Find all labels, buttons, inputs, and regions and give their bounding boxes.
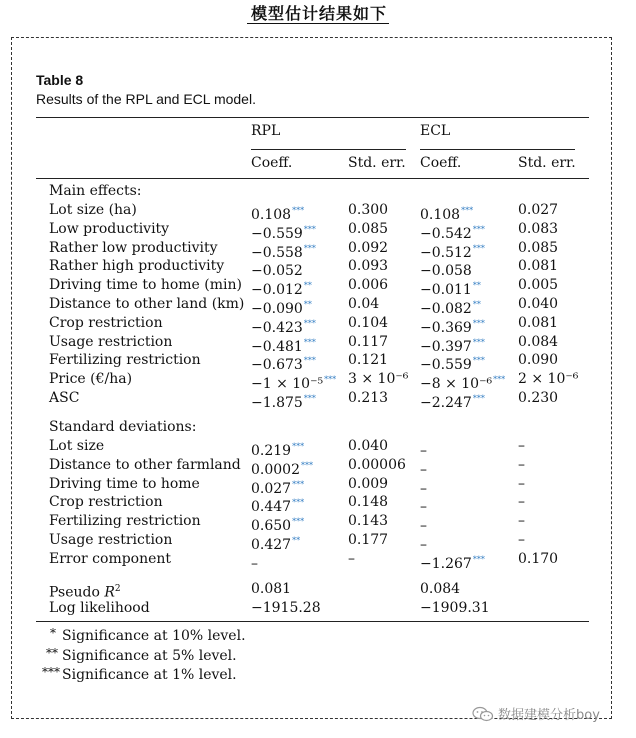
stat-label-pseudo-r2: Pseudo $R^2$	[49, 584, 121, 601]
rpl-stderr	[348, 201, 388, 220]
rpl-stderr-text: 0.04	[348, 296, 380, 312]
rpl-stderr-text: 0.092	[348, 239, 389, 256]
rpl-coef-text: −0.559	[251, 225, 303, 242]
ecl-stderr	[518, 475, 525, 494]
ecl-stderr-text: 0.005	[518, 277, 559, 294]
ecl-coef-text: –	[420, 518, 427, 535]
rpl-coef-text: 0.108	[251, 207, 292, 223]
row-label	[49, 437, 104, 456]
ecl-stderr	[518, 257, 558, 276]
ecl-coef-text: −1.267	[420, 555, 472, 572]
stat-label-log-likelihood: Log likelihood	[49, 600, 150, 616]
significance-stars: ***	[303, 337, 316, 347]
rpl-stderr-text: 0.121	[348, 352, 389, 369]
rpl-stderr	[348, 257, 388, 276]
significance-stars: ***	[292, 479, 305, 489]
ecl-stderr	[518, 333, 558, 352]
ecl-stderr	[518, 351, 558, 370]
row-label	[49, 239, 218, 258]
rpl-stderr-text: 0.040	[348, 438, 389, 454]
ecl-stderr-text: –	[518, 456, 525, 473]
row-label	[49, 531, 172, 550]
significance-stars: **	[472, 281, 481, 291]
rpl-stderr-text: 0.009	[348, 475, 389, 492]
footnote-stars: *	[50, 626, 56, 640]
ecl-coef-text: −0.369	[420, 319, 472, 336]
row-label-text: Usage restriction	[49, 333, 173, 350]
row-label	[49, 493, 163, 512]
rpl-coef-text: −1.875	[251, 395, 303, 411]
row-label	[49, 276, 242, 295]
ecl-stderr	[518, 239, 558, 258]
ecl-coef-text: −0.058	[420, 263, 472, 280]
ecl-stderr-text: –	[518, 513, 525, 530]
row-label	[49, 370, 132, 389]
row-label-text: Distance to other land (km)	[49, 296, 245, 312]
ecl-stderr	[518, 201, 558, 220]
table-caption: Results of the RPL and ECL model.	[36, 91, 256, 107]
ecl-stderr	[518, 550, 558, 569]
row-label	[49, 475, 200, 494]
row-label	[49, 295, 244, 314]
row-label-text: Driving time to home (min)	[49, 277, 242, 294]
row-label-text: Rather low productivity	[49, 239, 218, 256]
watermark	[472, 704, 600, 723]
row-label	[49, 314, 163, 333]
rpl-coef-text: 0.650	[251, 518, 292, 535]
ecl-coef-text: 0.108	[420, 207, 461, 223]
ecl-stderr	[518, 276, 558, 295]
row-label-text: Crop restriction	[49, 494, 163, 511]
ecl-coef-text: −2.247	[420, 395, 472, 411]
significance-stars: ***	[303, 318, 316, 328]
rpl-stderr-text: 0.085	[348, 220, 389, 237]
ecl-coef-text: −0.397	[420, 338, 472, 355]
rpl-stderr-text: 0.300	[348, 202, 389, 218]
rpl-stderr	[348, 531, 388, 550]
row-label	[49, 512, 201, 531]
rpl-coef	[251, 550, 259, 574]
ecl-stderr-text: 0.090	[518, 352, 559, 369]
ecl-stderr-text: 0.040	[518, 296, 559, 312]
significance-stars: **	[303, 281, 312, 291]
model-header-rpl: RPL	[251, 123, 281, 139]
footnote-text: Significance at 5% level.	[62, 648, 237, 664]
rpl-coef-text: –	[251, 555, 258, 572]
rpl-stderr-text: 0.006	[348, 277, 389, 294]
ecl-coef-text: −8 × 10⁻⁶	[420, 376, 493, 393]
significance-stars: ***	[472, 243, 485, 253]
rpl-coef-text: −0.673	[251, 357, 303, 374]
row-label-text: ASC	[49, 390, 80, 406]
ecl-stderr	[518, 295, 558, 314]
rpl-stderr-text: 0.093	[348, 258, 389, 275]
rpl-stderr-text: 0.117	[348, 333, 389, 350]
rpl-stderr	[348, 295, 379, 314]
footnote-stars: ***	[42, 665, 60, 679]
footnote-stars: **	[46, 646, 58, 660]
rpl-group-rule	[251, 149, 406, 150]
row-label-text: Rather high productivity	[49, 258, 225, 275]
wechat-icon	[472, 706, 494, 722]
col-header-rpl-stderr: Std. err.	[348, 155, 406, 171]
rpl-coef-text: −0.012	[251, 282, 303, 299]
significance-stars: ***	[303, 224, 316, 234]
ecl-stderr	[518, 493, 525, 512]
rpl-coef-text: −0.423	[251, 319, 303, 336]
ecl-stderr-text: 0.027	[518, 202, 559, 218]
ecl-stderr-text: 0.084	[518, 333, 559, 350]
ecl-coef	[420, 550, 485, 574]
ecl-stderr	[518, 220, 558, 239]
rpl-stderr	[348, 220, 388, 239]
significance-stars: ***	[292, 442, 305, 451]
significance-stars: ***	[292, 498, 305, 508]
significance-stars: ***	[472, 224, 485, 234]
significance-stars: ***	[472, 356, 485, 366]
rpl-stderr	[348, 475, 388, 494]
ecl-coef-text: −0.011	[420, 282, 472, 299]
rpl-stderr	[348, 276, 388, 295]
significance-stars: ***	[472, 394, 485, 403]
row-label	[49, 389, 79, 408]
ecl-stderr-text: 0.083	[518, 220, 559, 237]
footnote-text: Significance at 1% level.	[62, 667, 237, 683]
ecl-stderr	[518, 389, 558, 408]
row-label	[49, 333, 172, 352]
ecl-stderr-text: 0.081	[518, 314, 559, 331]
rpl-coef-text: 0.219	[251, 443, 292, 459]
ecl-stderr	[518, 531, 525, 550]
section-label-main-effects: Main effects:	[49, 183, 142, 199]
rpl-coef-text: 0.0002	[251, 461, 300, 478]
significance-stars: **	[472, 300, 481, 309]
ecl-group-rule	[420, 149, 575, 150]
rpl-stderr	[348, 512, 388, 531]
ecl-coef-text: –	[420, 480, 427, 497]
stat-value-rpl: 0.081	[251, 581, 292, 597]
row-label-text: Distance to other farmland	[49, 456, 241, 473]
col-header-rpl-coeff: Coeff.	[251, 155, 293, 171]
row-label-text: Lot size (ha)	[49, 202, 137, 218]
ecl-coef-text: –	[420, 443, 427, 459]
stat-value-ecl: 0.084	[420, 581, 461, 597]
row-label	[49, 351, 201, 370]
rpl-stderr	[348, 314, 388, 333]
top-rule	[36, 117, 589, 118]
bottom-rule	[36, 621, 589, 622]
significance-stars: **	[303, 300, 312, 309]
ecl-coef-text: −0.082	[420, 301, 472, 317]
rpl-coef-text: −0.090	[251, 301, 303, 317]
ecl-coef-text: –	[420, 461, 427, 478]
rpl-stderr-text: 0.213	[348, 390, 389, 406]
section-label-std-deviations: Standard deviations:	[49, 419, 197, 435]
rpl-stderr	[348, 550, 355, 569]
significance-stars: ***	[461, 206, 474, 215]
row-label	[49, 257, 224, 276]
row-label	[49, 220, 169, 239]
ecl-coef	[420, 389, 485, 413]
row-label-text: Fertilizing restriction	[49, 352, 201, 369]
rpl-stderr	[348, 456, 406, 475]
row-label	[49, 456, 241, 475]
row-label-text: Low productivity	[49, 220, 170, 237]
significance-stars: ***	[301, 460, 313, 470]
rpl-stderr-text: –	[348, 550, 355, 567]
ecl-coef-text: –	[420, 499, 427, 516]
ecl-stderr-text: 0.081	[518, 258, 559, 275]
rpl-coef-text: −1 × 10⁻⁵	[251, 376, 324, 393]
page-heading: 模型估计结果如下	[0, 1, 636, 24]
rpl-stderr	[348, 333, 388, 352]
ecl-stderr	[518, 437, 525, 456]
significance-stars: ***	[292, 206, 305, 215]
col-header-ecl-coeff: Coeff.	[420, 155, 462, 171]
col-header-ecl-stderr: Std. err.	[518, 155, 576, 171]
rpl-stderr	[348, 351, 388, 370]
table-number: Table 8	[36, 72, 84, 88]
ecl-stderr-text: –	[518, 532, 525, 548]
ecl-coef-text: −0.512	[420, 244, 472, 261]
significance-stars: ***	[303, 394, 316, 403]
ecl-stderr	[518, 456, 525, 475]
ecl-coef-text: −0.559	[420, 357, 472, 374]
ecl-stderr	[518, 314, 558, 333]
row-label-text: Driving time to home	[49, 475, 200, 492]
rpl-coef	[251, 389, 316, 413]
rpl-stderr-text: 0.177	[348, 532, 389, 548]
significance-stars: ***	[472, 554, 485, 564]
ecl-stderr-text: 0.170	[518, 550, 559, 567]
rpl-stderr-text: 3 × 10⁻⁶	[348, 371, 409, 388]
ecl-coef-text: –	[420, 537, 427, 553]
rpl-stderr-text: 0.104	[348, 314, 389, 331]
row-label-text: Price (€/ha)	[49, 371, 133, 388]
rpl-stderr	[348, 493, 388, 512]
significance-stars: ***	[472, 337, 485, 347]
ecl-stderr-text: 2 × 10⁻⁶	[518, 371, 579, 388]
row-label-text: Fertilizing restriction	[49, 513, 201, 530]
rpl-coef-text: 0.027	[251, 480, 292, 497]
rpl-stderr	[348, 239, 388, 258]
row-label	[49, 201, 137, 220]
rpl-stderr-text: 0.148	[348, 494, 389, 511]
ecl-stderr-text: 0.085	[518, 239, 559, 256]
significance-stars: ***	[472, 318, 485, 328]
rpl-stderr-text: 0.143	[348, 513, 389, 530]
significance-stars: ***	[292, 517, 305, 527]
rpl-stderr	[348, 389, 388, 408]
significance-stars: ***	[324, 375, 337, 385]
significance-stars: ***	[303, 243, 316, 253]
ecl-stderr	[518, 370, 578, 389]
significance-stars: **	[292, 536, 301, 545]
model-header-ecl: ECL	[420, 123, 451, 139]
rpl-coef-text: −0.558	[251, 244, 303, 261]
ecl-stderr-text: –	[518, 494, 525, 511]
row-label-text: Error component	[49, 550, 172, 567]
stat-value-rpl: −1915.28	[251, 600, 321, 616]
ecl-stderr-text: –	[518, 438, 525, 454]
row-label-text: Lot size	[49, 438, 105, 454]
ecl-coef-text: −0.542	[420, 225, 472, 242]
row-label-text: Usage restriction	[49, 532, 173, 548]
rpl-stderr	[348, 437, 388, 456]
row-label	[49, 550, 171, 569]
significance-stars: ***	[303, 356, 316, 366]
ecl-stderr	[518, 512, 525, 531]
header-rule	[36, 178, 589, 179]
rpl-coef-text: −0.052	[251, 263, 303, 280]
row-label-text: Crop restriction	[49, 314, 163, 331]
ecl-stderr-text: –	[518, 475, 525, 492]
significance-stars: ***	[493, 375, 506, 385]
rpl-coef-text: −0.481	[251, 338, 303, 355]
footnote-text: Significance at 10% level.	[62, 628, 246, 644]
stat-value-ecl: −1909.31	[420, 600, 490, 616]
rpl-stderr	[348, 370, 408, 389]
ecl-stderr-text: 0.230	[518, 390, 559, 406]
rpl-coef-text: 0.447	[251, 499, 292, 516]
rpl-coef-text: 0.427	[251, 537, 292, 553]
watermark-text: 数据建模分析boy	[498, 708, 600, 723]
rpl-stderr-text: 0.00006	[348, 456, 406, 473]
